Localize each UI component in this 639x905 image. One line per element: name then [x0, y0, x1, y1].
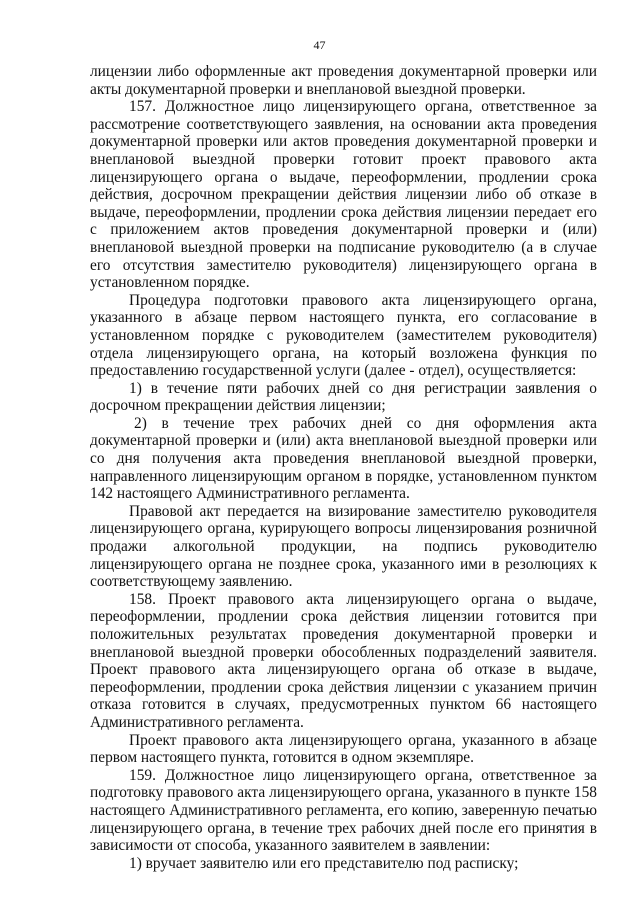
paragraph-158: 158. Проект правового акта лицензирующего органа о выдаче, переоформлении, продлении срока действия лицензии готовится при положительных результатах проведения документарной проверки и внеплановой выездной проверки обособленных подразделений заявителя. Проект правового акта лицензирующего органа об отказе в выдаче, переоформлении, продлении срока действия лицензии с указанием причин отказа готовится в случаях, предусмотренных пунктом 66 настоящего Административного регламента. — [90, 590, 597, 731]
paragraph-159: 159. Должностное лицо лицензирующего органа, ответственное за подготовку правового акта лицензирующего органа, указанного в пункте 158 настоящего Административного регламента, его копию, заверенную печатью лицензирующего органа, в течение трех рабочих дней после его принятия в зависимости от способа, указанного заявителем в заявлении: — [90, 766, 597, 855]
document-body — [90, 63, 597, 872]
paragraph-157: 157. Должностное лицо лицензирующего органа, ответственное за рассмотрение соответствующего заявления, на основании акта проведения документарной проверки или актов проведения документарной проверки и внеплановой выездной проверки готовит проект правового акта лицензирующего органа о выдаче, переоформлении, продлении срока действия, досрочном прекращении действия лицензии либо об отказе в выдаче, переоформлении, продлении срока действия лицензии передает его с приложением актов проведения документарной проверки и (или) внеплановой выездной проверки на подписание руководителю (а в случае его отсутствия заместителю руководителя) лицензирующего органа в установленном порядке. — [90, 98, 597, 292]
paragraph-single-copy: Проект правового акта лицензирующего органа, указанного в абзаце первом настоящего пункта, готовится в одном экземпляре. — [90, 731, 597, 767]
page-number: 47 — [313, 38, 326, 52]
paragraph-procedure: Процедура подготовки правового акта лицензирующего органа, указанного в абзаце первом настоящего пункта, его согласование в установленном порядке с руководителем (заместителем руководителя) отдела лицензирующего органа, на который возложена функция по предоставлению государственной услуги (далее - отдел), осуществляется: — [90, 291, 597, 380]
list-item-2: 2) в течение трех рабочих дней со дня оформления акта документарной проверки и (или) акта внеплановой выездной проверки или со дня получения акта проведения внеплановой выездной проверки, направленного лицензирующим органом в порядке, установленном пунктом 142 настоящего Административного регламента. — [90, 414, 597, 503]
list-item-1: 1) в течение пяти рабочих дней со дня регистрации заявления о досрочном прекращении действия лицензии; — [90, 379, 597, 415]
paragraph-continuation: лицензии либо оформленные акт проведения документарной проверки или акты документарной проверки и внеплановой выездной проверки. — [90, 63, 597, 98]
paragraph-approval: Правовой акт передается на визирование заместителю руководителя лицензирующего органа, курирующего вопросы лицензирования розничной продажи алкогольной продукции, на подпись руководителю лицензирующего органа не позднее срока, указанного ими в резолюциях к соответствующему заявлению. — [90, 502, 597, 591]
list-item-handover: 1) вручает заявителю или его представителю под расписку; — [129, 854, 519, 872]
